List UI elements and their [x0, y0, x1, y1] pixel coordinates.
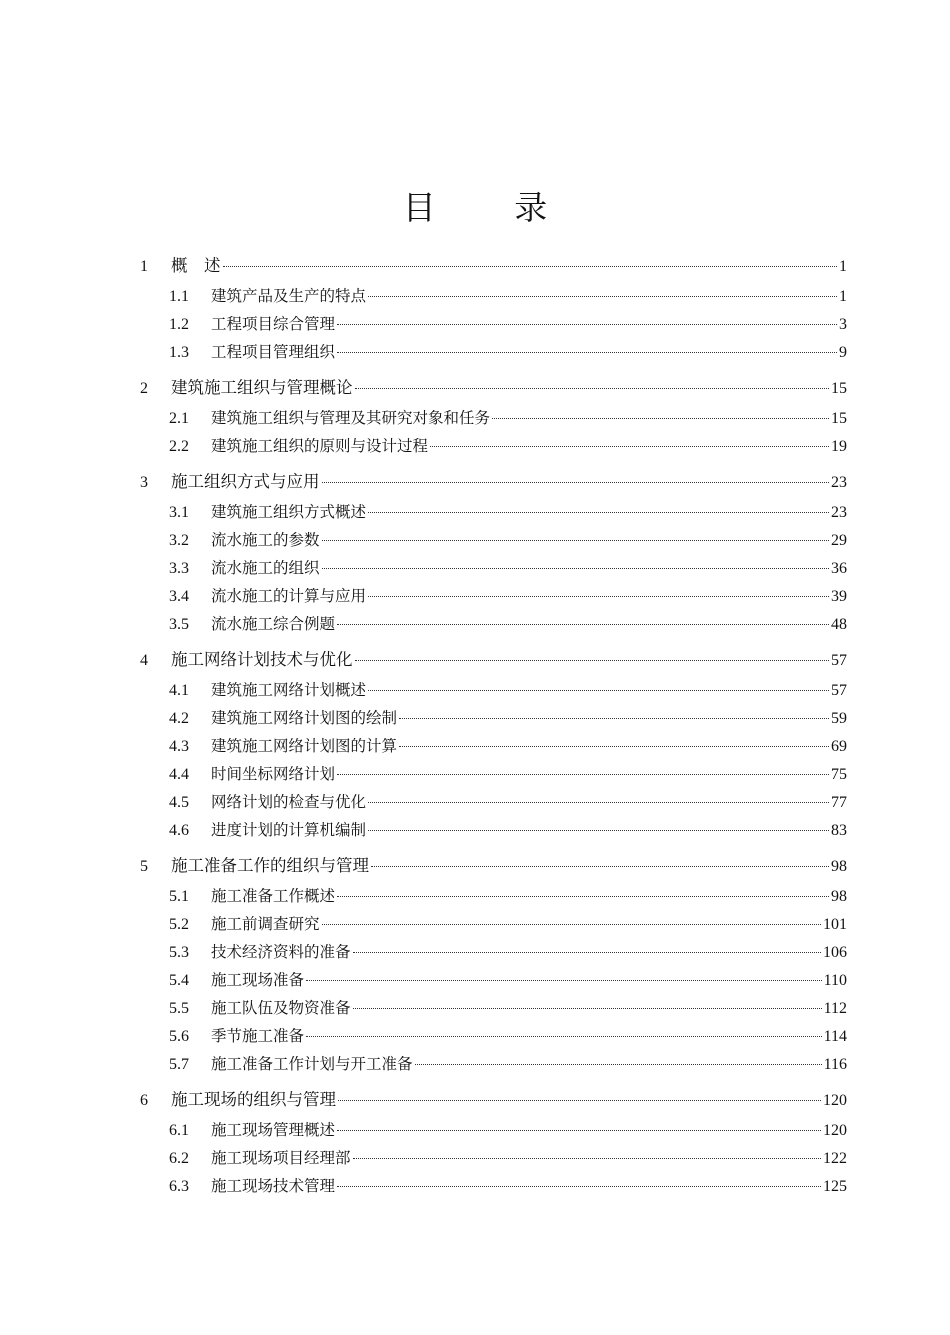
page-number: 120 [823, 1092, 847, 1109]
section-title: 时间坐标网络计划 [211, 765, 336, 783]
dot-leader [337, 773, 829, 775]
section-title: 建筑施工组织方式概述 [211, 503, 367, 521]
dot-leader [337, 1129, 821, 1131]
dot-leader [223, 265, 838, 267]
page-number: 29 [831, 532, 847, 549]
toc-section-row [140, 994, 847, 1022]
dot-leader [306, 1035, 822, 1037]
section-title: 施工前调查研究 [211, 915, 320, 933]
dot-leader [368, 511, 829, 513]
toc-chapter-row [140, 644, 847, 676]
section-number: 4.2 [169, 710, 189, 727]
page-number: 39 [831, 588, 847, 605]
dot-leader [338, 1099, 821, 1101]
chapter-number: 6 [140, 1092, 148, 1109]
section-title: 施工现场技术管理 [211, 1177, 336, 1195]
section-number: 3.5 [169, 616, 189, 633]
toc-chapter-row [140, 250, 847, 282]
dot-leader [415, 1063, 822, 1065]
dot-leader [322, 539, 829, 541]
toc-section-row [140, 704, 847, 732]
section-number: 3.1 [169, 504, 189, 521]
section-title: 流水施工的参数 [211, 531, 320, 549]
section-title: 施工现场准备 [211, 971, 305, 989]
toc-section-row [140, 432, 847, 460]
dot-leader [337, 351, 837, 353]
dot-leader [353, 1007, 822, 1009]
chapter-title: 施工准备工作的组织与管理 [171, 856, 369, 875]
page-title: 目 录 [402, 188, 582, 227]
section-number: 5.2 [169, 916, 189, 933]
dot-leader [368, 801, 829, 803]
page-number: 59 [831, 710, 847, 727]
toc-chapter-row [140, 372, 847, 404]
section-title: 施工现场项目经理部 [211, 1149, 351, 1167]
toc-section-row [140, 404, 847, 432]
chapter-title: 施工组织方式与应用 [171, 472, 320, 491]
dot-leader [353, 951, 821, 953]
dot-leader [337, 1185, 821, 1187]
toc-section-row [140, 610, 847, 638]
chapter-title: 施工网络计划技术与优化 [171, 650, 353, 669]
section-title: 季节施工准备 [211, 1027, 305, 1045]
page-number: 23 [831, 474, 847, 491]
section-title: 施工准备工作计划与开工准备 [211, 1055, 413, 1073]
section-title: 网络计划的检查与优化 [211, 793, 367, 811]
toc-chapter-row [140, 1084, 847, 1116]
toc-section-row [140, 760, 847, 788]
section-number: 4.1 [169, 682, 189, 699]
toc-section-row [140, 1116, 847, 1144]
toc-section-row [140, 910, 847, 938]
section-title: 建筑施工组织与管理及其研究对象和任务 [211, 409, 491, 427]
toc-section-row [140, 1144, 847, 1172]
dot-leader [337, 623, 829, 625]
page-number: 1 [839, 288, 847, 305]
page-number: 125 [823, 1178, 847, 1195]
dot-leader [355, 387, 830, 389]
page-number: 83 [831, 822, 847, 839]
section-number: 1.2 [169, 316, 189, 333]
section-number: 4.4 [169, 766, 189, 783]
page-number: 101 [823, 916, 847, 933]
page-number: 77 [831, 794, 847, 811]
dot-leader [399, 745, 829, 747]
page-number: 106 [823, 944, 847, 961]
dot-leader [337, 895, 829, 897]
dot-leader [368, 689, 829, 691]
toc-section-row [140, 1172, 847, 1200]
dot-leader [371, 865, 829, 867]
page-number: 120 [823, 1122, 847, 1139]
chapter-number: 4 [140, 652, 148, 669]
section-title: 建筑施工网络计划图的计算 [211, 737, 398, 755]
page-number: 23 [831, 504, 847, 521]
section-number: 5.3 [169, 944, 189, 961]
section-title: 建筑施工组织的原则与设计过程 [211, 437, 429, 455]
section-title: 流水施工综合例题 [211, 615, 336, 633]
table-of-contents [140, 250, 847, 1203]
section-title: 进度计划的计算机编制 [211, 821, 367, 839]
section-number: 4.6 [169, 822, 189, 839]
section-title: 施工现场管理概述 [211, 1121, 336, 1139]
toc-section-row [140, 338, 847, 366]
toc-section-row [140, 816, 847, 844]
chapter-number: 5 [140, 858, 148, 875]
dot-leader [322, 923, 821, 925]
page-number: 69 [831, 738, 847, 755]
section-number: 4.3 [169, 738, 189, 755]
toc-chapter [140, 644, 847, 844]
page-number: 57 [831, 682, 847, 699]
section-number: 6.1 [169, 1122, 189, 1139]
toc-section-row [140, 938, 847, 966]
page-number: 57 [831, 652, 847, 669]
section-number: 6.2 [169, 1150, 189, 1167]
section-number: 5.1 [169, 888, 189, 905]
section-number: 1.3 [169, 344, 189, 361]
section-title: 建筑产品及生产的特点 [211, 287, 367, 305]
toc-section-row [140, 1022, 847, 1050]
section-title: 施工准备工作概述 [211, 887, 336, 905]
page-number: 1 [839, 258, 847, 275]
section-number: 2.1 [169, 410, 189, 427]
section-title: 建筑施工网络计划图的绘制 [211, 709, 398, 727]
section-number: 3.2 [169, 532, 189, 549]
toc-chapter-row [140, 850, 847, 882]
toc-section-row [140, 882, 847, 910]
page-number: 75 [831, 766, 847, 783]
section-title: 建筑施工网络计划概述 [211, 681, 367, 699]
toc-section-row [140, 1050, 847, 1078]
page-number: 98 [831, 888, 847, 905]
toc-section-row [140, 526, 847, 554]
section-number: 3.4 [169, 588, 189, 605]
chapter-number: 2 [140, 380, 148, 397]
chapter-number: 3 [140, 474, 148, 491]
section-number: 4.5 [169, 794, 189, 811]
section-number: 6.3 [169, 1178, 189, 1195]
dot-leader [399, 717, 829, 719]
dot-leader [355, 659, 830, 661]
page-number: 122 [823, 1150, 847, 1167]
section-title: 施工队伍及物资准备 [211, 999, 351, 1017]
section-title: 流水施工的组织 [211, 559, 320, 577]
section-title: 工程项目管理组织 [211, 343, 336, 361]
dot-leader [322, 567, 829, 569]
section-number: 2.2 [169, 438, 189, 455]
toc-chapter [140, 1084, 847, 1200]
toc-chapter-row [140, 466, 847, 498]
dot-leader [492, 417, 829, 419]
page-number: 19 [831, 438, 847, 455]
section-number: 5.5 [169, 1000, 189, 1017]
section-number: 5.7 [169, 1056, 189, 1073]
toc-section-row [140, 498, 847, 526]
page-number: 15 [831, 410, 847, 427]
page-number: 110 [823, 972, 847, 989]
dot-leader [353, 1157, 821, 1159]
section-title: 技术经济资料的准备 [211, 943, 351, 961]
toc-chapter [140, 250, 847, 366]
chapter-title: 施工现场的组织与管理 [171, 1090, 336, 1109]
section-number: 1.1 [169, 288, 189, 305]
toc-section-row [140, 554, 847, 582]
page-number: 114 [823, 1028, 847, 1045]
page-number: 112 [823, 1000, 847, 1017]
toc-section-row [140, 282, 847, 310]
toc-section-row [140, 582, 847, 610]
dot-leader [430, 445, 829, 447]
toc-chapter [140, 466, 847, 638]
chapter-number: 1 [140, 258, 148, 275]
page-number: 116 [823, 1056, 847, 1073]
toc-chapter [140, 850, 847, 1078]
dot-leader [322, 481, 830, 483]
page-number: 15 [831, 380, 847, 397]
dot-leader [368, 595, 829, 597]
page-number: 36 [831, 560, 847, 577]
toc-section-row [140, 788, 847, 816]
dot-leader [306, 979, 822, 981]
toc-chapter [140, 372, 847, 460]
section-number: 5.4 [169, 972, 189, 989]
page-number: 3 [839, 316, 847, 333]
chapter-title: 概 述 [171, 256, 221, 275]
page-number: 98 [831, 858, 847, 875]
toc-section-row [140, 966, 847, 994]
page-number: 9 [839, 344, 847, 361]
section-number: 5.6 [169, 1028, 189, 1045]
toc-section-row [140, 676, 847, 704]
toc-section-row [140, 732, 847, 760]
page-number: 48 [831, 616, 847, 633]
section-title: 流水施工的计算与应用 [211, 587, 367, 605]
section-number: 3.3 [169, 560, 189, 577]
dot-leader [368, 295, 837, 297]
toc-section-row [140, 310, 847, 338]
section-title: 工程项目综合管理 [211, 315, 336, 333]
chapter-title: 建筑施工组织与管理概论 [171, 378, 353, 397]
dot-leader [368, 829, 829, 831]
dot-leader [337, 323, 837, 325]
